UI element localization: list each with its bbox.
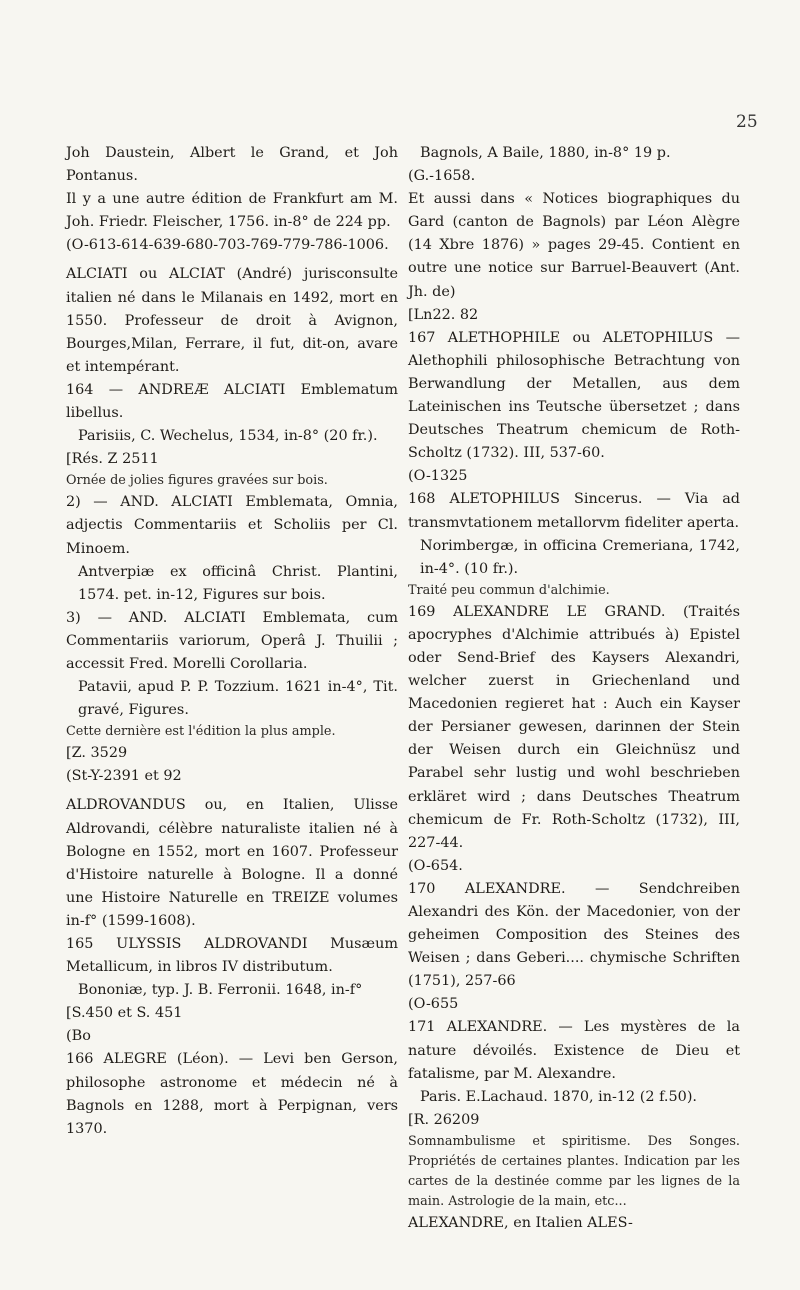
entry-paragraph: Il y a une autre édition de Frankfurt am M. Joh. Friedr. Fleischer, 1756. in-8° de 224 pp. — [66, 191, 398, 231]
imprint-line: Parisiis, C. Wechelus, 1534, in-8° (20 fr.). — [78, 428, 378, 445]
page-number: 25 — [736, 112, 758, 132]
entry-paragraph: ALEXANDRE, en Italien ALES- — [408, 1214, 633, 1231]
entry-paragraph: 170 ALEXANDRE. — Sendchreiben Alexandri des Kön. der Macedonier, von der geheimen Composition des Steines des Weisen ; dans Geberi.... chymische Schriften (1751), 257-66 — [408, 880, 740, 990]
shelfmark: (G.-1658. — [408, 168, 476, 185]
entry-paragraph: 171 ALEXANDRE. — Les mystères de la nature dévoilés. Existence de Dieu et fatalisme, par M. Alexandre. — [408, 1019, 740, 1082]
right-column — [408, 142, 740, 1235]
entry-note: Cette dernière est l'édition la plus ample. — [66, 724, 336, 740]
shelfmark: [Z. 3529 — [66, 745, 128, 762]
shelfmark: (St-Y-2391 et 92 — [66, 768, 182, 785]
entry-paragraph: ALDROVANDUS ou, en Italien, Ulisse Aldrovandi, célèbre naturaliste italien né à Bologne en 1552, mort en 1607. Professeur d'Histoire naturelle à Bologne. Il a donné une Histoire Naturelle en TREIZE volumes in-f° (1599-1608). — [66, 797, 398, 929]
entry-paragraph: Joh Daustein, Albert le Grand, et Joh Pontanus. — [66, 145, 398, 185]
shelfmark: [R. 26209 — [408, 1111, 480, 1128]
entry-paragraph: 168 ALETOPHILUS Sincerus. — Via ad transmvtationem metallorvm fideliter aperta. — [408, 491, 740, 531]
entry-paragraph: Et aussi dans « Notices biographiques du Gard (canton de Bagnols) par Léon Alègre (14 Xbre 1876) » pages 29-45. Contient en outre une notice sur Barruel-Beauvert (Ant. Jh. de) — [408, 191, 740, 300]
entry-note: Ornée de jolies figures gravées sur bois. — [66, 473, 328, 489]
entry-note: Traité peu commun d'alchimie. — [408, 582, 610, 598]
shelfmark: [S.450 et S. 451 — [66, 1005, 183, 1022]
imprint-line: Antverpiæ ex officinâ Christ. Plantini, 1574. pet. in-12, Figures sur bois. — [78, 563, 398, 603]
entry-note: Somnambulisme et spiritisme. Des Songes. Propriétés de certaines plantes. Indication par les cartes de la destinée comme par les lignes de la main. Astrologie de la main, etc... — [408, 1133, 740, 1209]
entry-paragraph: 169 ALEXANDRE LE GRAND. (Traités apocryphes d'Alchimie attribués à) Epistel oder Send-Brief des Kaysers Alexandri, welcher zuerst in Griechenland und Macedonien regieret hat : Auch ein Kayser der Persianer gewesen, darinnen der Stein der Weisen durch ein Gleichnüsz und Parabel sehr lustig und wohl beschrieben erkläret wird ; dans Deutsches Theatrum chemicum de Fr. Roth-Scholtz (1732), III, 227-44. — [408, 603, 740, 851]
entry-paragraph: 3) — AND. ALCIATI Emblemata, cum Commentariis variorum, Operâ J. Thuilii ; accessit Fred. Morelli Corollaria. — [66, 609, 398, 672]
entry-paragraph: 164 — ANDREÆ ALCIATI Emblematum libellus. — [66, 381, 398, 422]
shelfmark: (O-654. — [408, 857, 463, 874]
entry-paragraph: ALCIATI ou ALCIAT (André) jurisconsulte italien né dans le Milanais en 1492, mort en 1550. Professeur de droit à Avignon, Bourges,Milan, Ferrare, il fut, dit-on, avare et intempérant. — [66, 266, 398, 375]
imprint-line: Patavii, apud P. P. Tozzium. 1621 in-4°, Tit. gravé, Figures. — [78, 679, 398, 719]
entry-paragraph: 165 ULYSSIS ALDROVANDI Musæum Metallicum, in libros IV distributum. — [66, 936, 398, 976]
entry-paragraph: 2) — AND. ALCIATI Emblemata, Omnia, adjectis Commentariis et Scholiis per Cl. Minoem. — [66, 494, 398, 557]
shelfmark: (O-655 — [408, 996, 459, 1013]
left-column — [66, 142, 398, 1141]
shelfmark: [Rés. Z 2511 — [66, 451, 159, 468]
imprint-line: Paris. E.Lachaud. 1870, in-12 (2 f.50). — [420, 1088, 698, 1105]
entry-paragraph: 167 ALETHOPHILE ou ALETOPHILUS — Alethophili philosophische Betrachtung von Berwandlung der Metallen, aus dem Lateinischen ins Teutsche übersetzet ; dans Deutsches Theatrum chemicum de Roth-Scholtz (1732). III, 537-60. — [408, 329, 740, 462]
shelfmark: (Bo — [66, 1028, 91, 1045]
imprint-line: Bagnols, A Baile, 1880, in-8° 19 p. — [420, 145, 671, 161]
entry-paragraph: 166 ALEGRE (Léon). — Levi ben Gerson, philosophe astronome et médecin né à Bagnols en 1288, mort à Perpignan, vers 1370. — [66, 1051, 398, 1137]
imprint-line: Norimbergæ, in officina Cremeriana, 1742, in-4°. (10 fr.). — [420, 537, 740, 577]
shelfmark: [Ln22. 82 — [408, 306, 479, 323]
imprint-line: Bononiæ, typ. J. B. Ferronii. 1648, in-f° — [78, 982, 363, 999]
entry-paragraph: (O-613-614-639-680-703-769-779-786-1006. — [66, 237, 389, 254]
shelfmark: (O-1325 — [408, 468, 468, 485]
